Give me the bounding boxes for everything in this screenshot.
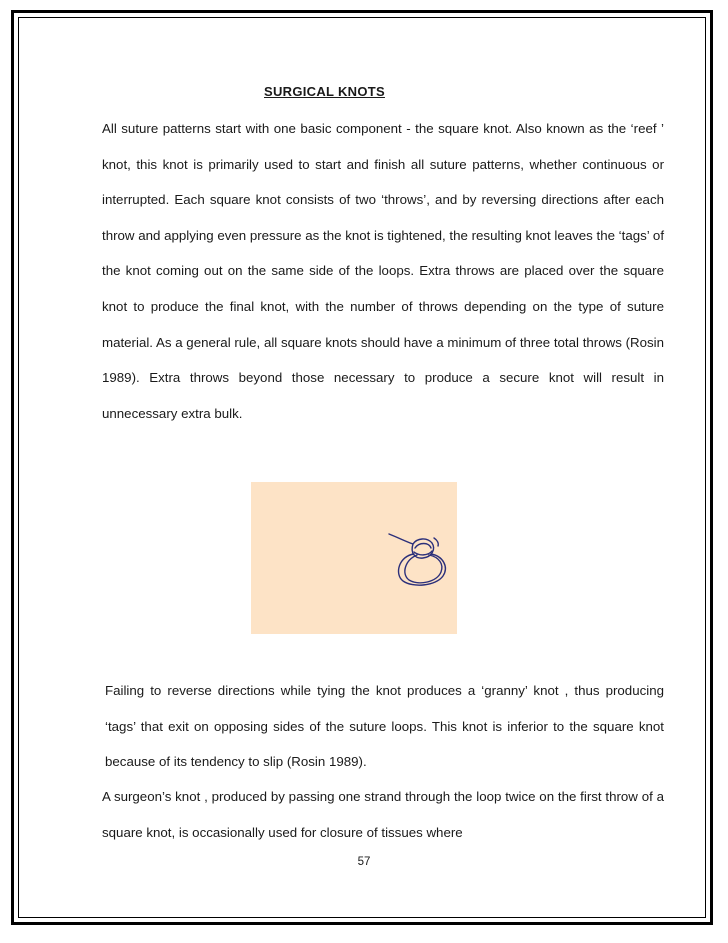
square-knot-icon [251,482,457,634]
paragraph-surgeons-knot: A surgeon’s knot , produced by passing one strand through the loop twice on the first throw of a square knot, is occasionally used for closure of tissues where [102,789,664,840]
page-number: 57 [357,856,371,868]
paragraph-granny-knot: Failing to reverse directions while tying the knot produces a ‘granny’ knot , thus producing ‘tags’ that exit on opposing sides of the suture loops. This knot is inferior to the square knot because of its tendency to slip (Rosin 1989). [105,683,664,770]
page-title: SURGICAL KNOTS [264,84,385,99]
square-knot-figure [251,482,457,634]
paragraph-square-knot: All suture patterns start with one basic component - the square knot. Also known as the ‘reef ’ knot, this knot is primarily used to start and finish all suture patterns, whether continuous or interrupted. Each square knot consists of two ‘throws’, and by reversing directions after each throw and applying even pressure as the knot is tightened, the resulting knot leaves the ‘tags’ of the knot coming out on the same side of the loops. Extra throws are placed over the square knot to produce the final knot, with the number of throws depending on the type of suture material. As a general rule, all square knots should have a minimum of three total throws (Rosin 1989). Extra throws beyond those necessary to produce a secure knot will result in unnecessary extra bulk. [102,121,665,421]
